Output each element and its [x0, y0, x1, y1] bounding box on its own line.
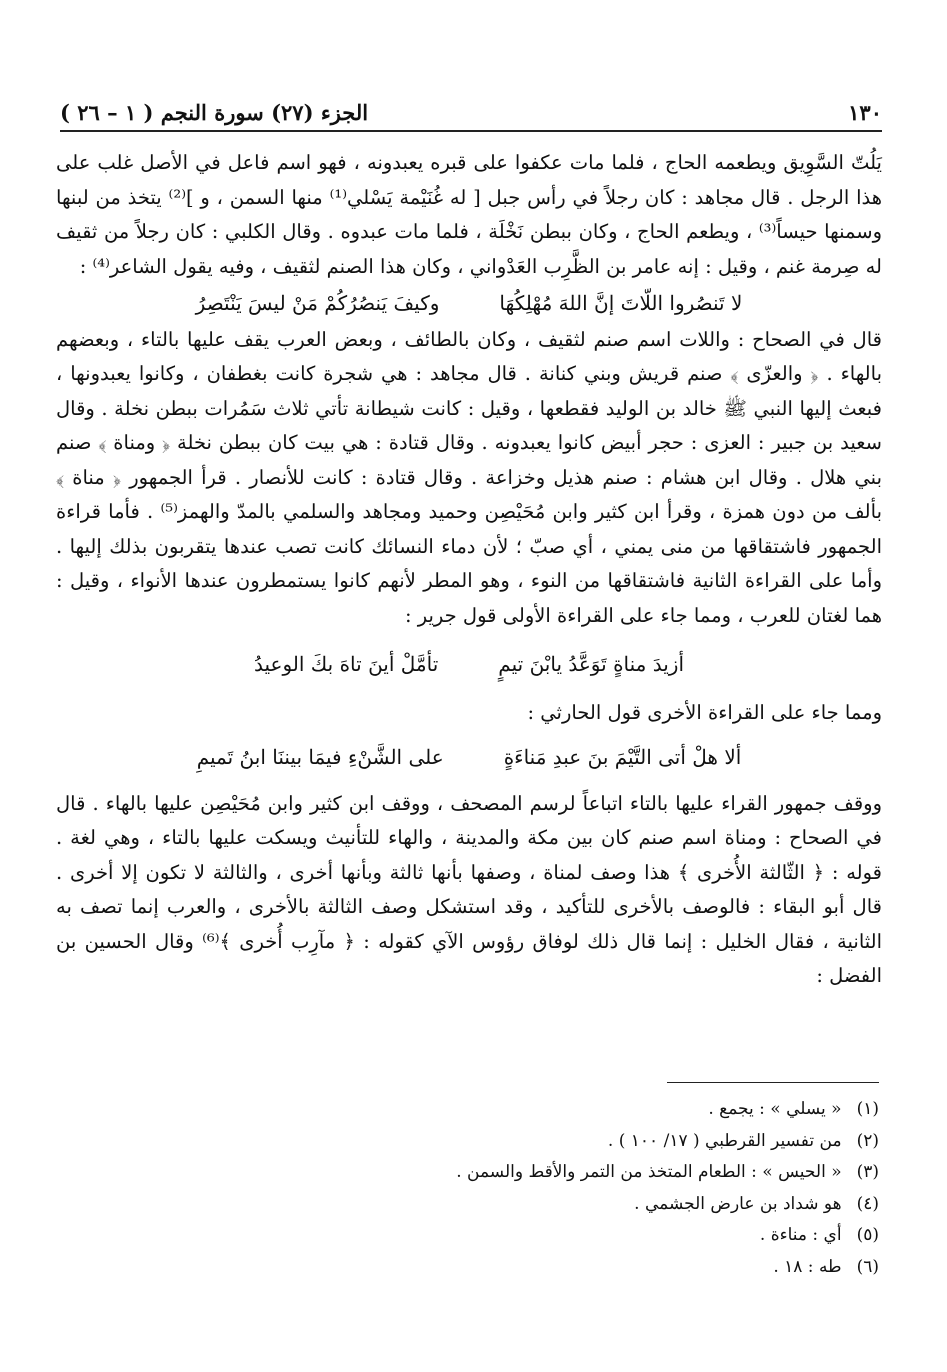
verse-2-second-hemistich: تأمَّلْ أينَ تاهَ بكَ الوعيدُ — [253, 652, 439, 676]
footnote-5 — [119, 1220, 879, 1252]
paragraph-1: يَلُتّ السَّوِيق ويطعمه الحاج ، فلما مات عكفوا على قبره يعبدونه ، فهو اسم فاعل في الأصل غلب على هذا الرجل . قال مجاهد : كان رجلاً في رأس جبل [ له غُنَيْمة يَسْلي⁽¹⁾ منها السمن ، و ]⁽²⁾ يتخذ من لبنها وسمنها حيساً⁽³⁾ ، ويطعم الحاج ، وكان ببطن نَخْلَة ، فلما مات عبدوه . وقال الكلبي : كان رجلاً من ثقيف له صِرمة غنم ، وقيل : إنه عامر بن الظَّرِب العَدْواني ، وكان هذا الصنم لثقيف ، وفيه يقول الشاعر⁽⁴⁾ : — [56, 151, 882, 278]
page-header — [60, 100, 882, 132]
footnote-6 — [119, 1252, 879, 1284]
footnote-text: أي : مناءة . — [759, 1225, 842, 1245]
verse-2-first-hemistich: أزيدَ مناةٍ تَوَعَّدُ يابْنَ تيمٍ — [498, 652, 685, 676]
footnote-number: (٥) — [856, 1225, 879, 1245]
verse-1 — [56, 286, 882, 321]
verse-3-second-hemistich: على الشَّنْءِ فيمَا بيننَا ابنُ تَميمِ — [196, 745, 444, 769]
footnote-number: (٦) — [856, 1256, 879, 1277]
footnote-number: (٤) — [856, 1193, 879, 1214]
footnote-4 — [119, 1189, 879, 1221]
footnote-separator — [667, 1082, 879, 1083]
verse-2 — [56, 647, 882, 682]
paragraph-2: قال في الصحاح : واللات اسم صنم لثقيف ، وكان بالطائف ، وبعض العرب يقف عليها بالتاء ، وبعضهم بالهاء . ﴿ والعزّى ﴾ صنم قريش وبني كنانة . قال مجاهد : هي شجرة كانت بغطفان ، وكانوا يعبدونها ، فبعث إليها النبي ﷺ خالد بن الوليد فقطعها ، وقيل : كانت شيطانة تأتي ثلاث سَمُرات ببطن نخلة . وقال سعيد بن جبير : العزى : حجر أبيض كانوا يعبدونه . وقال قتادة : هي بيت كان ببطن نخلة ﴿ ومناة ﴾ صنم بني هلال . وقال ابن هشام : صنم هذيل وخزاعة . وقال قتادة : كانت للأنصار . قرأ الجمهور ﴿ مناة ﴾ بألف من دون همزة ، وقرأ ابن كثير وابن مُحَيْصِن وحميد ومجاهد والسلمي بالمدّ والهمز⁽⁵⁾ . فأما قراءة الجمهور فاشتقاقها من منى يمني ، أي صبّ ؛ لأن دماء النسائك كانت تصب عندها يتقربون بذلك إليها . وأما على القراءة الثانية فاشتقاقها من النوء ، وهو المطر لأنهم كانوا يستمطرون عندها الأنواء ، وقيل : هما لغتان للعرب ، ومما جاء على القراءة الأولى قول جرير : — [56, 327, 882, 627]
footnote-3 — [119, 1157, 879, 1189]
verse-1-first-hemistich: لا تَنصُروا اللّاتَ إنَّ اللهَ مُهْلِكُهَا — [499, 291, 743, 315]
verse-1-second-hemistich: وكيفَ يَنصُرُكُمْ مَنْ ليسَ يَنْتَصِرُ — [195, 291, 440, 315]
verse-3 — [56, 740, 882, 775]
footnote-text: من تفسير القرطبي ( ١٧/ ١٠٠ ) . — [607, 1130, 842, 1151]
footnotes — [119, 1094, 879, 1283]
footnote-2 — [119, 1126, 879, 1158]
paragraph-3: ومما جاء على القراءة الأخرى قول الحارثي : — [527, 700, 882, 724]
running-title: الجزء (٢٧) سورة النجم ( ١ – ٢٦ ) — [60, 100, 369, 125]
main-text — [56, 146, 882, 994]
footnote-text: « الحيس » : الطعام المتخذ من التمر والأقط والسمن . — [456, 1162, 842, 1182]
page-number: ١٣٠ — [848, 100, 882, 125]
footnote-number: (٢) — [856, 1130, 879, 1151]
footnote-number: (١) — [856, 1099, 879, 1119]
footnote-1 — [119, 1094, 879, 1126]
footnote-text: « يسلي » : يجمع . — [708, 1099, 842, 1119]
footnote-number: (٣) — [856, 1162, 879, 1182]
paragraph-4: ووقف جمهور القراء عليها بالتاء اتباعاً لرسم المصحف ، ووقف ابن كثير وابن مُحَيْصِن عليها بالهاء . قال في الصحاح : ومناة اسم صنم كان بين مكة والمدينة ، والهاء للتأنيث ويسكت عليها بالتاء ، وهي لغة . قوله : ﴿ الثّالثة الأُخرى ﴾ هذا وصف لمناة ، وصفها بأنها ثالثة وبأنها أخرى ، والثالثة لا تكون إلا أخرى . قال أبو البقاء : فالوصف بالأخرى للتأكيد ، وقد استشكل وصف الثالثة بالأخرى ، والعرب إنما تصف به الثانية ، فقال الخليل : إنما قال ذلك لوفاق رؤوس الآي كقوله : ﴿ مآرِب أُخرى ﴾⁽⁶⁾ وقال الحسين بن الفضل : — [56, 791, 882, 987]
verse-3-first-hemistich: ألا هلْ أتى التَّيْمَ بنَ عبدِ مَناءَةٍ — [503, 745, 742, 769]
footnote-text: طه : ١٨ . — [773, 1256, 842, 1277]
footnote-text: هو شداد بن عارض الجشمي . — [634, 1193, 842, 1214]
